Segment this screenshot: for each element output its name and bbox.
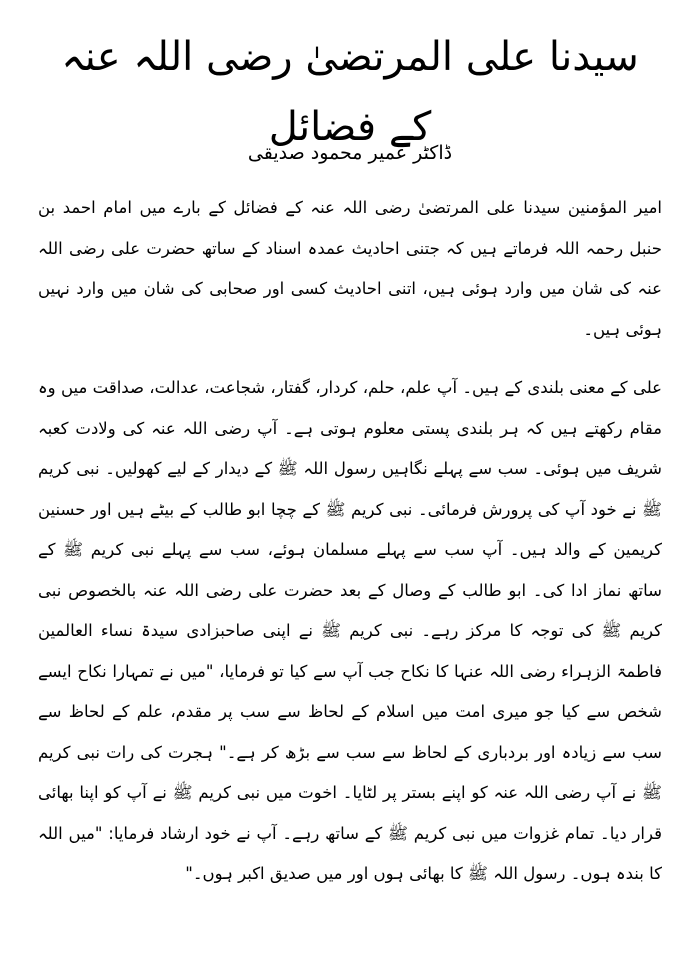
article-paragraph-virtues: علی کے معنی بلندی کے ہیں۔ آپ علم، حلم، کردار، گفتار، شجاعت، عدالت، صداقت میں وہ مقام رکھتے ہیں کہ ہر بلندی پستی معلوم ہوتی ہے۔ آپ رضی اللہ عنہ کی ولادت کعبہ شریف میں ہوئی۔ سب سے پہلے نگاہیں رسول اللہ ﷺ کے دیدار کے لیے کھولیں۔ نبی کریم ﷺ نے خود آپ کی پرورش فرمائی۔ نبی کریم ﷺ کے چچا ابو طالب کے بیٹے ہیں اور حسنین کریمین کے والد ہیں۔ آپ سب سے پہلے مسلمان ہوئے، سب سے پہلے نبی کریم ﷺ کے ساتھ نماز ادا کی۔ ابو طالب کے وصال کے بعد حضرت علی رضی اللہ عنہ بالخصوص نبی کریم ﷺ کی توجہ کا مرکز رہے۔ نبی کریم ﷺ نے اپنی صاحبزادی سیدۃ نساء العالمین فاطمۃ الزہراء رضی اللہ عنہا کا نکاح جب آپ سے کیا تو فرمایا، "میں نے تمہارا نکاح ایسے شخص سے کیا جو میری امت میں اسلام کے لحاظ سے سب پر مقدم، علم کے لحاظ سے سب سے زیادہ اور بردباری کے لحاظ سے سب سے بڑھ کر ہے۔" ہجرت کی رات نبی کریم ﷺ نے آپ رضی اللہ عنہ کو اپنے بستر پر لٹایا۔ اخوت میں نبی کریم ﷺ نے آپ کو اپنا بھائی قرار دیا۔ تمام غزوات میں نبی کریم ﷺ کے ساتھ رہے۔ آپ نے خود ارشاد فرمایا: "میں اللہ کا بندہ ہوں۔ رسول اللہ ﷺ کا بھائی ہوں اور میں صدیق اکبر ہوں۔" <box>38 378 662 883</box>
article-paragraph-intro: امیر المؤمنین سیدنا علی المرتضیٰ رضی اللہ عنہ کے فضائل کے بارے میں امام احمد بن حنبل رحمہ اللہ فرماتے ہیں کہ جتنی احادیث عمدہ اسناد کے ساتھ حضرت علی رضی اللہ عنہ کی شان میں وارد ہوئی ہیں، اتنی احادیث کسی اور صحابی کی شان میں وارد نہیں ہوئی ہیں۔ <box>38 198 662 339</box>
article-title: سیدنا علی المرتضیٰ رضی اللہ عنہ کے فضائل <box>61 34 639 150</box>
article-author: ڈاکٹر عمیر محمود صدیقی <box>247 142 453 164</box>
